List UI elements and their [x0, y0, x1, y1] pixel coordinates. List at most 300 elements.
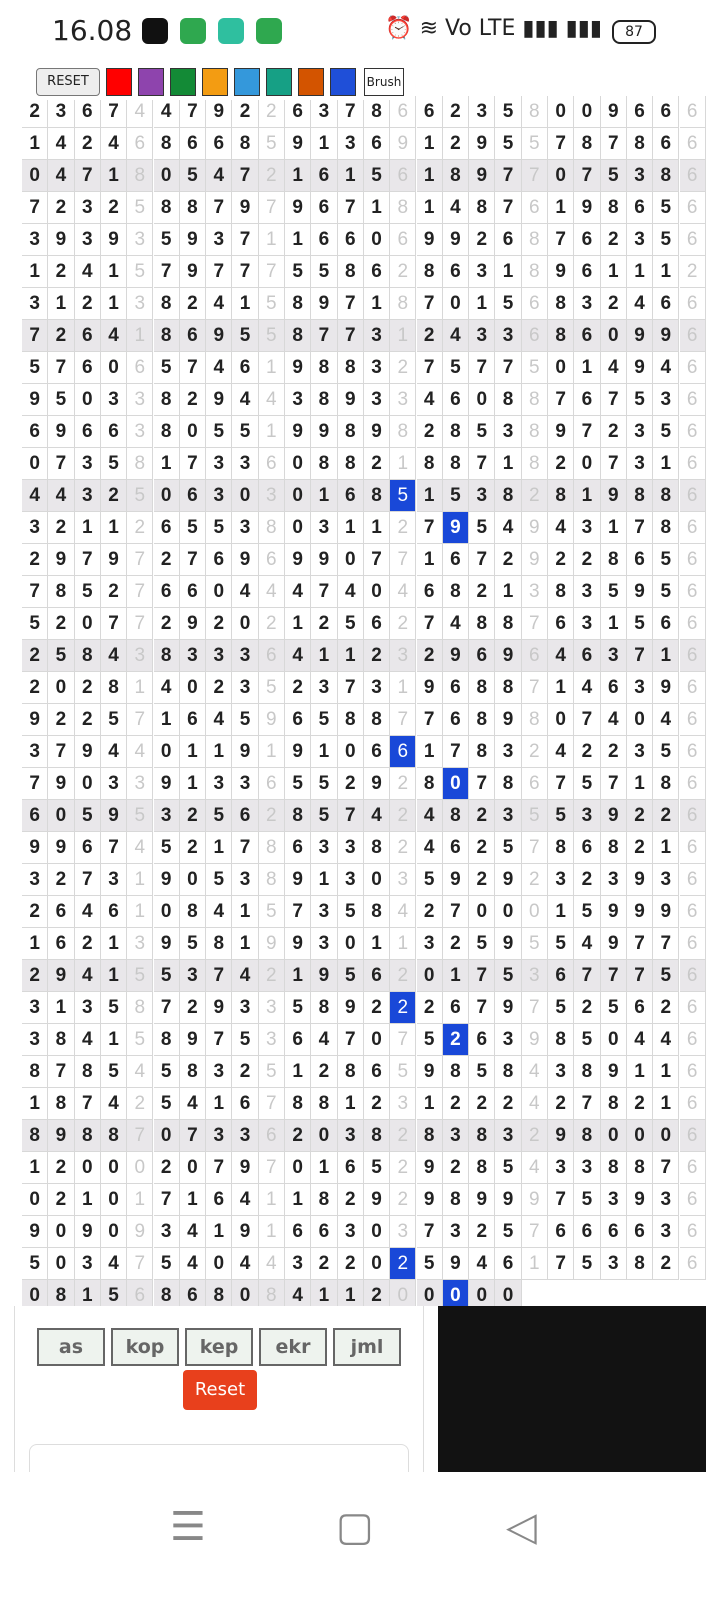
grid-cell[interactable]: 1 — [285, 160, 311, 192]
grid-cell[interactable]: 1 — [259, 224, 285, 256]
grid-cell[interactable]: 3 — [364, 352, 390, 384]
grid-cell[interactable]: 7 — [338, 800, 364, 832]
grid-cell[interactable]: 5 — [574, 768, 600, 800]
grid-cell[interactable]: 6 — [75, 96, 101, 128]
grid-cell[interactable]: 4 — [180, 1088, 206, 1120]
grid-cell[interactable]: 8 — [548, 480, 574, 512]
grid-cell[interactable]: 9 — [338, 384, 364, 416]
grid-cell[interactable]: 1 — [127, 864, 153, 896]
grid-cell[interactable]: 2 — [101, 192, 127, 224]
grid-cell[interactable]: 2 — [443, 128, 469, 160]
grid-cell[interactable]: 7 — [206, 1152, 232, 1184]
grid-cell[interactable]: 5 — [574, 896, 600, 928]
grid-cell[interactable]: 6 — [101, 896, 127, 928]
back-icon[interactable]: ◁ — [506, 1504, 537, 1550]
grid-cell[interactable]: 6 — [22, 800, 48, 832]
grid-cell[interactable]: 2 — [259, 608, 285, 640]
grid-cell[interactable]: 9 — [180, 256, 206, 288]
grid-cell[interactable]: 8 — [154, 384, 180, 416]
grid-cell[interactable]: 5 — [653, 736, 679, 768]
grid-cell[interactable]: 8 — [311, 992, 337, 1024]
color-swatch[interactable] — [266, 68, 292, 96]
grid-cell[interactable]: 8 — [495, 608, 521, 640]
kop-button[interactable]: kop — [111, 1328, 179, 1366]
grid-cell[interactable]: 0 — [469, 1280, 495, 1306]
grid-cell[interactable]: 3 — [627, 160, 653, 192]
grid-cell[interactable]: 5 — [417, 1024, 443, 1056]
grid-cell[interactable]: 2 — [390, 1120, 416, 1152]
grid-cell[interactable]: 0 — [364, 224, 390, 256]
grid-cell[interactable]: 6 — [680, 704, 706, 736]
grid-cell[interactable]: 2 — [48, 608, 74, 640]
grid-cell[interactable]: 3 — [443, 1216, 469, 1248]
grid-cell[interactable]: 7 — [338, 96, 364, 128]
grid-cell[interactable]: 7 — [574, 960, 600, 992]
grid-cell[interactable]: 7 — [522, 672, 548, 704]
grid-cell[interactable]: 6 — [75, 832, 101, 864]
grid-cell[interactable]: 0 — [232, 480, 258, 512]
grid-cell[interactable]: 5 — [417, 1248, 443, 1280]
grid-cell[interactable]: 1 — [311, 1152, 337, 1184]
grid-cell[interactable]: 1 — [206, 832, 232, 864]
grid-cell[interactable]: 3 — [548, 864, 574, 896]
grid-cell[interactable]: 4 — [154, 96, 180, 128]
grid-cell[interactable]: 4 — [653, 1024, 679, 1056]
grid-cell[interactable]: 9 — [364, 1184, 390, 1216]
grid-cell[interactable]: 2 — [469, 224, 495, 256]
grid-cell[interactable]: 5 — [495, 960, 521, 992]
grid-cell[interactable]: 1 — [206, 1088, 232, 1120]
grid-cell[interactable]: 7 — [127, 576, 153, 608]
grid-cell[interactable]: 2 — [548, 544, 574, 576]
grid-cell[interactable]: 8 — [417, 768, 443, 800]
grid-cell[interactable]: 3 — [22, 992, 48, 1024]
grid-cell[interactable]: 5 — [206, 864, 232, 896]
grid-cell[interactable]: 8 — [154, 1280, 180, 1306]
grid-cell[interactable]: 6 — [259, 768, 285, 800]
grid-cell[interactable]: 0 — [285, 1152, 311, 1184]
grid-cell[interactable]: 6 — [469, 1024, 495, 1056]
grid-cell[interactable]: 3 — [22, 512, 48, 544]
grid-cell[interactable]: 8 — [443, 1056, 469, 1088]
grid-cell[interactable]: 0 — [495, 896, 521, 928]
grid-cell[interactable]: 0 — [548, 160, 574, 192]
grid-cell[interactable]: 9 — [285, 544, 311, 576]
grid-cell[interactable]: 5 — [259, 672, 285, 704]
grid-cell[interactable]: 1 — [417, 160, 443, 192]
grid-cell[interactable]: 0 — [338, 736, 364, 768]
grid-cell[interactable]: 6 — [206, 128, 232, 160]
grid-cell[interactable]: 2 — [311, 1056, 337, 1088]
grid-cell[interactable]: 6 — [180, 576, 206, 608]
grid-cell[interactable]: 1 — [627, 1056, 653, 1088]
grid-cell[interactable]: 3 — [232, 992, 258, 1024]
grid-cell[interactable]: 5 — [154, 832, 180, 864]
grid-cell[interactable]: 1 — [653, 1088, 679, 1120]
grid-cell[interactable]: 1 — [127, 1184, 153, 1216]
grid-cell[interactable]: 2 — [653, 992, 679, 1024]
grid-cell[interactable]: 7 — [627, 512, 653, 544]
grid-cell[interactable]: 1 — [548, 672, 574, 704]
grid-cell[interactable]: 1 — [127, 896, 153, 928]
grid-cell[interactable]: 3 — [574, 1152, 600, 1184]
grid-cell[interactable]: 3 — [390, 640, 416, 672]
grid-cell[interactable]: 5 — [22, 352, 48, 384]
grid-cell[interactable]: 1 — [180, 1184, 206, 1216]
grid-cell[interactable]: 5 — [495, 832, 521, 864]
grid-cell[interactable]: 6 — [338, 1152, 364, 1184]
grid-cell[interactable]: 8 — [338, 352, 364, 384]
grid-cell[interactable]: 8 — [601, 1088, 627, 1120]
grid-cell[interactable]: 0 — [443, 1280, 469, 1306]
grid-cell[interactable]: 3 — [364, 672, 390, 704]
grid-cell[interactable]: 6 — [180, 320, 206, 352]
grid-cell[interactable]: 1 — [232, 288, 258, 320]
grid-cell[interactable]: 2 — [469, 800, 495, 832]
grid-cell[interactable]: 8 — [285, 288, 311, 320]
grid-cell[interactable]: 7 — [22, 576, 48, 608]
grid-cell[interactable]: 5 — [127, 800, 153, 832]
grid-cell[interactable]: 3 — [338, 832, 364, 864]
grid-cell[interactable]: 6 — [364, 128, 390, 160]
grid-cell[interactable]: 1 — [311, 480, 337, 512]
grid-cell[interactable]: 1 — [338, 1088, 364, 1120]
grid-cell[interactable]: 9 — [75, 736, 101, 768]
grid-cell[interactable]: 9 — [495, 640, 521, 672]
grid-cell[interactable]: 2 — [417, 416, 443, 448]
grid-cell[interactable]: 4 — [522, 1088, 548, 1120]
grid-cell[interactable]: 6 — [285, 704, 311, 736]
grid-cell[interactable]: 1 — [232, 928, 258, 960]
grid-cell[interactable]: 2 — [548, 448, 574, 480]
grid-cell[interactable]: 2 — [206, 608, 232, 640]
grid-cell[interactable]: 7 — [180, 544, 206, 576]
grid-cell[interactable]: 5 — [232, 1024, 258, 1056]
grid-cell[interactable]: 7 — [206, 1024, 232, 1056]
grid-cell[interactable]: 5 — [259, 896, 285, 928]
grid-cell[interactable]: 7 — [601, 384, 627, 416]
grid-cell[interactable]: 0 — [22, 160, 48, 192]
grid-cell[interactable]: 2 — [443, 1088, 469, 1120]
grid-cell[interactable]: 7 — [154, 256, 180, 288]
grid-cell[interactable]: 7 — [574, 160, 600, 192]
grid-cell[interactable]: 7 — [469, 992, 495, 1024]
grid-cell[interactable]: 7 — [180, 1120, 206, 1152]
grid-cell[interactable]: 6 — [259, 544, 285, 576]
grid-cell[interactable]: 7 — [48, 1056, 74, 1088]
grid-cell[interactable]: 2 — [154, 608, 180, 640]
grid-cell[interactable]: 9 — [443, 640, 469, 672]
grid-cell[interactable]: 6 — [680, 928, 706, 960]
grid-cell[interactable]: 7 — [417, 1216, 443, 1248]
grid-cell[interactable]: 6 — [680, 384, 706, 416]
grid-cell[interactable]: 8 — [495, 672, 521, 704]
grid-cell[interactable]: 6 — [417, 576, 443, 608]
grid-cell[interactable]: 1 — [154, 448, 180, 480]
grid-cell[interactable]: 5 — [574, 1024, 600, 1056]
grid-cell[interactable]: 8 — [338, 416, 364, 448]
grid-cell[interactable]: 5 — [548, 928, 574, 960]
grid-cell[interactable]: 3 — [574, 512, 600, 544]
grid-cell[interactable]: 9 — [48, 416, 74, 448]
grid-cell[interactable]: 6 — [311, 1216, 337, 1248]
grid-cell[interactable]: 0 — [180, 864, 206, 896]
grid-cell[interactable]: 5 — [259, 1056, 285, 1088]
grid-cell[interactable]: 8 — [390, 288, 416, 320]
grid-cell[interactable]: 9 — [417, 1056, 443, 1088]
grid-cell[interactable]: 1 — [364, 512, 390, 544]
grid-cell[interactable]: 6 — [364, 1056, 390, 1088]
grid-cell[interactable]: 4 — [232, 960, 258, 992]
grid-cell[interactable]: 9 — [154, 768, 180, 800]
grid-cell[interactable]: 4 — [206, 160, 232, 192]
grid-cell[interactable]: 1 — [101, 160, 127, 192]
grid-cell[interactable]: 2 — [232, 96, 258, 128]
grid-cell[interactable]: 8 — [22, 1120, 48, 1152]
grid-cell[interactable]: 7 — [127, 608, 153, 640]
grid-cell[interactable]: 9 — [48, 224, 74, 256]
grid-cell[interactable]: 0 — [601, 1120, 627, 1152]
grid-cell[interactable]: 4 — [653, 704, 679, 736]
grid-cell[interactable]: 0 — [364, 1248, 390, 1280]
grid-cell[interactable]: 3 — [338, 1216, 364, 1248]
grid-cell[interactable]: 9 — [180, 1024, 206, 1056]
grid-cell[interactable]: 4 — [206, 288, 232, 320]
grid-cell[interactable]: 4 — [653, 352, 679, 384]
grid-cell[interactable]: 6 — [75, 320, 101, 352]
grid-cell[interactable]: 3 — [364, 384, 390, 416]
grid-cell[interactable]: 3 — [75, 192, 101, 224]
grid-cell[interactable]: 2 — [364, 1088, 390, 1120]
grid-cell[interactable]: 6 — [443, 256, 469, 288]
grid-cell[interactable]: 1 — [75, 1280, 101, 1306]
grid-cell[interactable]: 6 — [680, 608, 706, 640]
grid-cell[interactable]: 3 — [311, 896, 337, 928]
grid-cell[interactable]: 5 — [653, 224, 679, 256]
grid-cell[interactable]: 6 — [574, 320, 600, 352]
grid-cell[interactable]: 5 — [101, 704, 127, 736]
grid-cell[interactable]: 7 — [48, 448, 74, 480]
grid-cell[interactable]: 8 — [495, 768, 521, 800]
grid-cell[interactable]: 3 — [75, 1248, 101, 1280]
grid-cell[interactable]: 5 — [232, 704, 258, 736]
grid-cell[interactable]: 9 — [180, 224, 206, 256]
grid-cell[interactable]: 0 — [601, 320, 627, 352]
grid-cell[interactable]: 6 — [522, 288, 548, 320]
grid-cell[interactable]: 7 — [469, 448, 495, 480]
grid-cell[interactable]: 2 — [522, 736, 548, 768]
grid-cell[interactable]: 3 — [232, 672, 258, 704]
grid-cell[interactable]: 8 — [180, 1056, 206, 1088]
grid-cell[interactable]: 7 — [601, 448, 627, 480]
grid-cell[interactable]: 0 — [180, 1152, 206, 1184]
grid-cell[interactable]: 6 — [627, 992, 653, 1024]
grid-cell[interactable]: 2 — [469, 864, 495, 896]
grid-cell[interactable]: 6 — [180, 704, 206, 736]
grid-cell[interactable]: 3 — [180, 960, 206, 992]
grid-cell[interactable]: 6 — [443, 672, 469, 704]
grid-cell[interactable]: 1 — [101, 960, 127, 992]
grid-cell[interactable]: 0 — [364, 864, 390, 896]
grid-cell[interactable]: 7 — [180, 96, 206, 128]
grid-cell[interactable]: 8 — [101, 672, 127, 704]
grid-cell[interactable]: 0 — [311, 1120, 337, 1152]
grid-cell[interactable]: 5 — [311, 768, 337, 800]
grid-cell[interactable]: 8 — [627, 128, 653, 160]
grid-cell[interactable]: 4 — [259, 384, 285, 416]
grid-cell[interactable]: 6 — [680, 544, 706, 576]
grid-cell[interactable]: 2 — [548, 1088, 574, 1120]
grid-cell[interactable]: 2 — [680, 256, 706, 288]
grid-cell[interactable]: 6 — [680, 1216, 706, 1248]
grid-cell[interactable]: 4 — [390, 896, 416, 928]
grid-cell[interactable]: 8 — [495, 480, 521, 512]
grid-cell[interactable]: 7 — [127, 544, 153, 576]
color-swatch[interactable] — [234, 68, 260, 96]
grid-cell[interactable]: 6 — [680, 1024, 706, 1056]
grid-cell[interactable]: 6 — [522, 320, 548, 352]
grid-cell[interactable]: 2 — [48, 1184, 74, 1216]
grid-cell[interactable]: 7 — [417, 608, 443, 640]
grid-cell[interactable]: 3 — [653, 1216, 679, 1248]
grid-cell[interactable]: 1 — [443, 960, 469, 992]
grid-cell[interactable]: 9 — [206, 96, 232, 128]
grid-cell[interactable]: 3 — [206, 448, 232, 480]
grid-cell[interactable]: 9 — [311, 416, 337, 448]
grid-cell[interactable]: 0 — [127, 1152, 153, 1184]
grid-cell[interactable]: 6 — [574, 1216, 600, 1248]
grid-cell[interactable]: 2 — [127, 512, 153, 544]
grid-cell[interactable]: 1 — [232, 896, 258, 928]
grid-cell[interactable]: 0 — [154, 1120, 180, 1152]
grid-cell[interactable]: 8 — [364, 896, 390, 928]
grid-cell[interactable]: 6 — [127, 1280, 153, 1306]
grid-cell[interactable]: 7 — [127, 1120, 153, 1152]
grid-cell[interactable]: 7 — [390, 544, 416, 576]
grid-cell[interactable]: 5 — [127, 480, 153, 512]
grid-cell[interactable]: 5 — [601, 992, 627, 1024]
grid-cell[interactable]: 5 — [627, 608, 653, 640]
grid-cell[interactable]: 4 — [232, 1248, 258, 1280]
grid-cell[interactable]: 5 — [364, 1152, 390, 1184]
grid-cell[interactable]: 1 — [311, 864, 337, 896]
grid-cell[interactable]: 0 — [206, 576, 232, 608]
grid-cell[interactable]: 5 — [601, 576, 627, 608]
grid-cell[interactable]: 8 — [443, 576, 469, 608]
grid-cell[interactable]: 0 — [417, 960, 443, 992]
grid-cell[interactable]: 5 — [127, 1024, 153, 1056]
grid-cell[interactable]: 0 — [364, 576, 390, 608]
grid-cell[interactable]: 3 — [232, 512, 258, 544]
grid-cell[interactable]: 1 — [101, 1024, 127, 1056]
grid-cell[interactable]: 7 — [495, 160, 521, 192]
grid-cell[interactable]: 1 — [574, 352, 600, 384]
grid-cell[interactable]: 1 — [548, 896, 574, 928]
grid-cell[interactable]: 2 — [154, 1152, 180, 1184]
grid-cell[interactable]: 4 — [232, 576, 258, 608]
grid-cell[interactable]: 2 — [180, 992, 206, 1024]
grid-cell[interactable]: 6 — [127, 352, 153, 384]
grid-cell[interactable]: 3 — [469, 96, 495, 128]
grid-cell[interactable]: 7 — [548, 128, 574, 160]
grid-cell[interactable]: 1 — [364, 928, 390, 960]
grid-cell[interactable]: 6 — [48, 896, 74, 928]
grid-cell[interactable]: 7 — [75, 864, 101, 896]
grid-cell[interactable]: 2 — [180, 800, 206, 832]
grid-cell[interactable]: 4 — [127, 736, 153, 768]
grid-cell[interactable]: 2 — [417, 640, 443, 672]
grid-cell[interactable]: 1 — [417, 544, 443, 576]
grid-cell[interactable]: 2 — [48, 320, 74, 352]
grid-cell[interactable]: 1 — [364, 192, 390, 224]
grid-cell[interactable]: 8 — [601, 1152, 627, 1184]
grid-cell[interactable]: 8 — [627, 1152, 653, 1184]
grid-cell[interactable]: 9 — [285, 192, 311, 224]
grid-cell[interactable]: 6 — [259, 448, 285, 480]
grid-cell[interactable]: 3 — [259, 992, 285, 1024]
grid-cell[interactable]: 9 — [22, 832, 48, 864]
grid-cell[interactable]: 9 — [22, 1216, 48, 1248]
grid-cell[interactable]: 6 — [101, 416, 127, 448]
grid-cell[interactable]: 3 — [311, 96, 337, 128]
grid-cell[interactable]: 2 — [75, 128, 101, 160]
grid-cell[interactable]: 6 — [680, 224, 706, 256]
grid-cell[interactable]: 1 — [522, 1248, 548, 1280]
grid-cell[interactable]: 4 — [101, 1088, 127, 1120]
grid-cell[interactable]: 7 — [259, 192, 285, 224]
grid-cell[interactable]: 8 — [548, 1024, 574, 1056]
grid-cell[interactable]: 7 — [206, 960, 232, 992]
grid-cell[interactable]: 3 — [127, 928, 153, 960]
grid-cell[interactable]: 2 — [495, 544, 521, 576]
grid-cell[interactable]: 9 — [627, 896, 653, 928]
grid-cell[interactable]: 5 — [653, 192, 679, 224]
grid-cell[interactable]: 1 — [259, 416, 285, 448]
grid-cell[interactable]: 5 — [495, 128, 521, 160]
grid-cell[interactable]: 2 — [574, 992, 600, 1024]
grid-cell[interactable]: 4 — [180, 1248, 206, 1280]
grid-cell[interactable]: 2 — [22, 640, 48, 672]
grid-cell[interactable]: 6 — [574, 640, 600, 672]
grid-cell[interactable]: 8 — [364, 832, 390, 864]
grid-cell[interactable]: 2 — [232, 1056, 258, 1088]
grid-cell[interactable]: 1 — [338, 512, 364, 544]
grid-cell[interactable]: 4 — [601, 704, 627, 736]
kep-button[interactable]: kep — [185, 1328, 253, 1366]
menu-icon[interactable]: ☰ — [170, 1504, 206, 1550]
grid-cell[interactable]: 9 — [75, 1216, 101, 1248]
grid-cell[interactable]: 8 — [338, 1056, 364, 1088]
grid-cell[interactable]: 5 — [127, 256, 153, 288]
grid-cell[interactable]: 2 — [601, 224, 627, 256]
grid-cell[interactable]: 8 — [522, 416, 548, 448]
grid-cell[interactable]: 4 — [495, 512, 521, 544]
grid-cell[interactable]: 7 — [180, 448, 206, 480]
grid-cell[interactable]: 1 — [495, 256, 521, 288]
grid-cell[interactable]: 9 — [548, 416, 574, 448]
grid-cell[interactable]: 5 — [469, 928, 495, 960]
grid-cell[interactable]: 7 — [522, 992, 548, 1024]
grid-cell[interactable]: 5 — [522, 928, 548, 960]
grid-cell[interactable]: 8 — [75, 1120, 101, 1152]
grid-cell[interactable]: 2 — [601, 288, 627, 320]
grid-cell[interactable]: 8 — [390, 192, 416, 224]
grid-cell[interactable]: 1 — [259, 352, 285, 384]
grid-cell[interactable]: 6 — [680, 352, 706, 384]
grid-cell[interactable]: 8 — [627, 1248, 653, 1280]
grid-cell[interactable]: 9 — [364, 768, 390, 800]
grid-cell[interactable]: 2 — [417, 320, 443, 352]
